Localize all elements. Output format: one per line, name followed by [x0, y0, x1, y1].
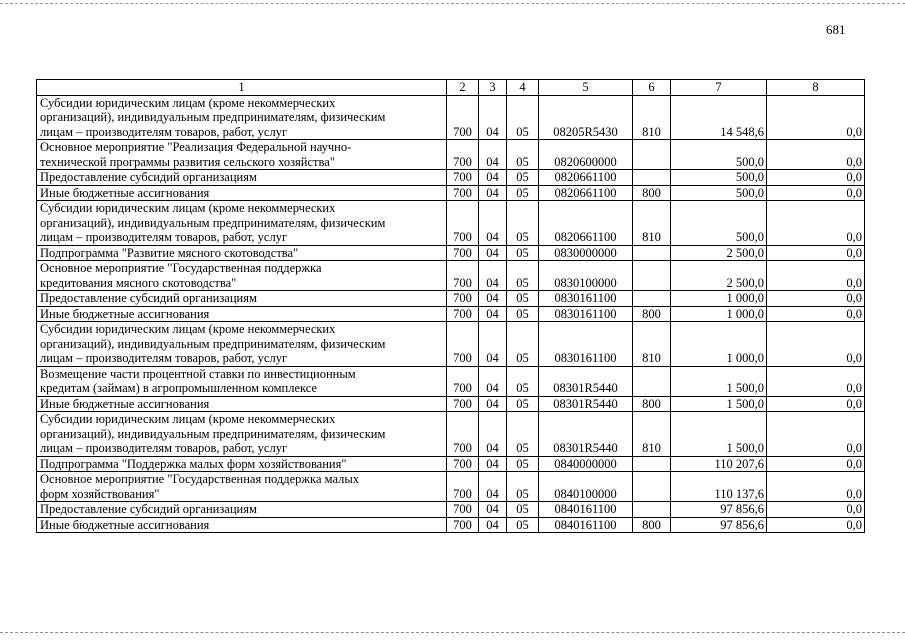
item-name-cell: Возмещение части процентной ставки по инвестиционным кредитам (займам) в агропромышленном комплексе — [37, 366, 447, 396]
table-row — [37, 502, 865, 518]
header-cell: 1 — [37, 80, 447, 96]
subsection-code-cell: 05 — [507, 306, 539, 322]
amount-cell: 1 000,0 — [671, 291, 767, 307]
target-article-cell: 0820661100 — [539, 185, 633, 201]
amount-secondary-cell: 0,0 — [767, 366, 865, 396]
target-article-cell: 0820661100 — [539, 201, 633, 246]
item-name-cell: Субсидии юридическим лицам (кроме некоммерческих организаций), индивидуальным предпринимателям, физическим лицам – производителям товаров, работ, услуг — [37, 201, 447, 246]
table-row — [37, 472, 865, 502]
subsection-code-cell: 05 — [507, 245, 539, 261]
item-name-cell: Иные бюджетные ассигнования — [37, 185, 447, 201]
expense-type-cell: 810 — [633, 412, 671, 457]
item-name-cell: Иные бюджетные ассигнования — [37, 306, 447, 322]
ministry-code-cell: 700 — [447, 201, 479, 246]
amount-secondary-cell: 0,0 — [767, 456, 865, 472]
target-article-cell: 0830161100 — [539, 306, 633, 322]
amount-cell: 2 500,0 — [671, 245, 767, 261]
subsection-code-cell: 05 — [507, 201, 539, 246]
amount-cell: 1 500,0 — [671, 396, 767, 412]
header-cell: 2 — [447, 80, 479, 96]
item-name-cell: Субсидии юридическим лицам (кроме некоммерческих организаций), индивидуальным предпринимателям, физическим лицам – производителям товаров, работ, услуг — [37, 322, 447, 367]
subsection-code-cell: 05 — [507, 322, 539, 367]
amount-cell: 1 500,0 — [671, 366, 767, 396]
subsection-code-cell: 05 — [507, 517, 539, 533]
amount-secondary-cell: 0,0 — [767, 170, 865, 186]
item-name-cell: Основное мероприятие "Реализация Федеральной научно- технической программы развития сельского хозяйства" — [37, 140, 447, 170]
expense-type-cell — [633, 502, 671, 518]
subsection-code-cell: 05 — [507, 456, 539, 472]
section-code-cell: 04 — [479, 306, 507, 322]
header-cell: 7 — [671, 80, 767, 96]
expense-type-cell — [633, 472, 671, 502]
target-article-cell: 0840100000 — [539, 472, 633, 502]
subsection-code-cell: 05 — [507, 170, 539, 186]
amount-cell: 14 548,6 — [671, 95, 767, 140]
budget-table — [36, 79, 865, 533]
amount-cell: 1 000,0 — [671, 306, 767, 322]
table-row — [37, 396, 865, 412]
section-code-cell: 04 — [479, 396, 507, 412]
expense-type-cell — [633, 140, 671, 170]
item-name-cell: Основное мероприятие "Государственная поддержка малых форм хозяйствования" — [37, 472, 447, 502]
section-code-cell: 04 — [479, 472, 507, 502]
amount-secondary-cell: 0,0 — [767, 201, 865, 246]
section-code-cell: 04 — [479, 502, 507, 518]
target-article-cell: 08301R5440 — [539, 366, 633, 396]
ministry-code-cell: 700 — [447, 95, 479, 140]
amount-cell: 110 207,6 — [671, 456, 767, 472]
section-code-cell: 04 — [479, 322, 507, 367]
subsection-code-cell: 05 — [507, 261, 539, 291]
amount-secondary-cell: 0,0 — [767, 95, 865, 140]
section-code-cell: 04 — [479, 456, 507, 472]
section-code-cell: 04 — [479, 517, 507, 533]
item-name-cell: Субсидии юридическим лицам (кроме некоммерческих организаций), индивидуальным предпринимателям, физическим лицам – производителям товаров, работ, услуг — [37, 95, 447, 140]
target-article-cell: 0830161100 — [539, 322, 633, 367]
subsection-code-cell: 05 — [507, 396, 539, 412]
header-cell: 4 — [507, 80, 539, 96]
table-row — [37, 170, 865, 186]
amount-secondary-cell: 0,0 — [767, 472, 865, 502]
item-name-cell: Предоставление субсидий организациям — [37, 170, 447, 186]
section-code-cell: 04 — [479, 291, 507, 307]
target-article-cell: 08301R5440 — [539, 412, 633, 457]
section-code-cell: 04 — [479, 201, 507, 246]
amount-cell: 97 856,6 — [671, 502, 767, 518]
target-article-cell: 08301R5440 — [539, 396, 633, 412]
table-row — [37, 245, 865, 261]
target-article-cell: 0840161100 — [539, 517, 633, 533]
table-row — [37, 140, 865, 170]
amount-secondary-cell: 0,0 — [767, 412, 865, 457]
ministry-code-cell: 700 — [447, 306, 479, 322]
ministry-code-cell: 700 — [447, 291, 479, 307]
amount-cell: 2 500,0 — [671, 261, 767, 291]
target-article-cell: 0830100000 — [539, 261, 633, 291]
header-cell: 6 — [633, 80, 671, 96]
subsection-code-cell: 05 — [507, 95, 539, 140]
expense-type-cell — [633, 291, 671, 307]
amount-secondary-cell: 0,0 — [767, 245, 865, 261]
amount-cell: 500,0 — [671, 201, 767, 246]
item-name-cell: Подпрограмма "Поддержка малых форм хозяйствования" — [37, 456, 447, 472]
item-name-cell: Субсидии юридическим лицам (кроме некоммерческих организаций), индивидуальным предпринимателям, физическим лицам – производителям товаров, работ, услуг — [37, 412, 447, 457]
scan-edge-bottom — [0, 632, 905, 633]
subsection-code-cell: 05 — [507, 366, 539, 396]
amount-cell: 1 000,0 — [671, 322, 767, 367]
ministry-code-cell: 700 — [447, 322, 479, 367]
amount-secondary-cell: 0,0 — [767, 261, 865, 291]
expense-type-cell: 800 — [633, 517, 671, 533]
amount-cell: 500,0 — [671, 185, 767, 201]
table-row — [37, 291, 865, 307]
page-number: 681 — [826, 22, 846, 37]
target-article-cell: 0820661100 — [539, 170, 633, 186]
amount-cell: 500,0 — [671, 140, 767, 170]
item-name-cell: Основное мероприятие "Государственная поддержка кредитования мясного скотоводства" — [37, 261, 447, 291]
item-name-cell: Предоставление субсидий организациям — [37, 291, 447, 307]
table-row — [37, 366, 865, 396]
subsection-code-cell: 05 — [507, 502, 539, 518]
ministry-code-cell: 700 — [447, 517, 479, 533]
ministry-code-cell: 700 — [447, 412, 479, 457]
table-row — [37, 201, 865, 246]
section-code-cell: 04 — [479, 140, 507, 170]
target-article-cell: 0840000000 — [539, 456, 633, 472]
target-article-cell: 0830000000 — [539, 245, 633, 261]
amount-secondary-cell: 0,0 — [767, 185, 865, 201]
section-code-cell: 04 — [479, 170, 507, 186]
target-article-cell: 08205R5430 — [539, 95, 633, 140]
section-code-cell: 04 — [479, 185, 507, 201]
item-name-cell: Иные бюджетные ассигнования — [37, 396, 447, 412]
expense-type-cell — [633, 245, 671, 261]
table-row — [37, 456, 865, 472]
section-code-cell: 04 — [479, 412, 507, 457]
table-row — [37, 322, 865, 367]
table-row — [37, 306, 865, 322]
amount-secondary-cell: 0,0 — [767, 322, 865, 367]
ministry-code-cell: 700 — [447, 185, 479, 201]
ministry-code-cell: 700 — [447, 170, 479, 186]
header-cell: 5 — [539, 80, 633, 96]
ministry-code-cell: 700 — [447, 456, 479, 472]
table-row — [37, 412, 865, 457]
expense-type-cell: 810 — [633, 322, 671, 367]
target-article-cell: 0840161100 — [539, 502, 633, 518]
subsection-code-cell: 05 — [507, 291, 539, 307]
subsection-code-cell: 05 — [507, 185, 539, 201]
table-header-row — [37, 80, 865, 96]
amount-secondary-cell: 0,0 — [767, 306, 865, 322]
expense-type-cell: 800 — [633, 306, 671, 322]
ministry-code-cell: 700 — [447, 140, 479, 170]
subsection-code-cell: 05 — [507, 472, 539, 502]
item-name-cell: Подпрограмма "Развитие мясного скотоводства" — [37, 245, 447, 261]
table-row — [37, 261, 865, 291]
ministry-code-cell: 700 — [447, 245, 479, 261]
expense-type-cell — [633, 261, 671, 291]
expense-type-cell — [633, 456, 671, 472]
amount-secondary-cell: 0,0 — [767, 291, 865, 307]
amount-cell: 1 500,0 — [671, 412, 767, 457]
expense-type-cell — [633, 170, 671, 186]
table-row — [37, 185, 865, 201]
amount-cell: 110 137,6 — [671, 472, 767, 502]
ministry-code-cell: 700 — [447, 472, 479, 502]
item-name-cell: Предоставление субсидий организациям — [37, 502, 447, 518]
scan-edge-top — [0, 3, 905, 4]
amount-secondary-cell: 0,0 — [767, 502, 865, 518]
table-row — [37, 517, 865, 533]
item-name-cell: Иные бюджетные ассигнования — [37, 517, 447, 533]
ministry-code-cell: 700 — [447, 502, 479, 518]
table-row — [37, 95, 865, 140]
subsection-code-cell: 05 — [507, 412, 539, 457]
subsection-code-cell: 05 — [507, 140, 539, 170]
section-code-cell: 04 — [479, 95, 507, 140]
expense-type-cell: 810 — [633, 201, 671, 246]
amount-cell: 500,0 — [671, 170, 767, 186]
ministry-code-cell: 700 — [447, 396, 479, 412]
section-code-cell: 04 — [479, 366, 507, 396]
section-code-cell: 04 — [479, 245, 507, 261]
target-article-cell: 0820600000 — [539, 140, 633, 170]
ministry-code-cell: 700 — [447, 366, 479, 396]
amount-secondary-cell: 0,0 — [767, 517, 865, 533]
amount-secondary-cell: 0,0 — [767, 140, 865, 170]
amount-secondary-cell: 0,0 — [767, 396, 865, 412]
header-cell: 3 — [479, 80, 507, 96]
amount-cell: 97 856,6 — [671, 517, 767, 533]
header-cell: 8 — [767, 80, 865, 96]
expense-type-cell: 800 — [633, 185, 671, 201]
expense-type-cell: 800 — [633, 396, 671, 412]
expense-type-cell — [633, 366, 671, 396]
section-code-cell: 04 — [479, 261, 507, 291]
ministry-code-cell: 700 — [447, 261, 479, 291]
target-article-cell: 0830161100 — [539, 291, 633, 307]
expense-type-cell: 810 — [633, 95, 671, 140]
